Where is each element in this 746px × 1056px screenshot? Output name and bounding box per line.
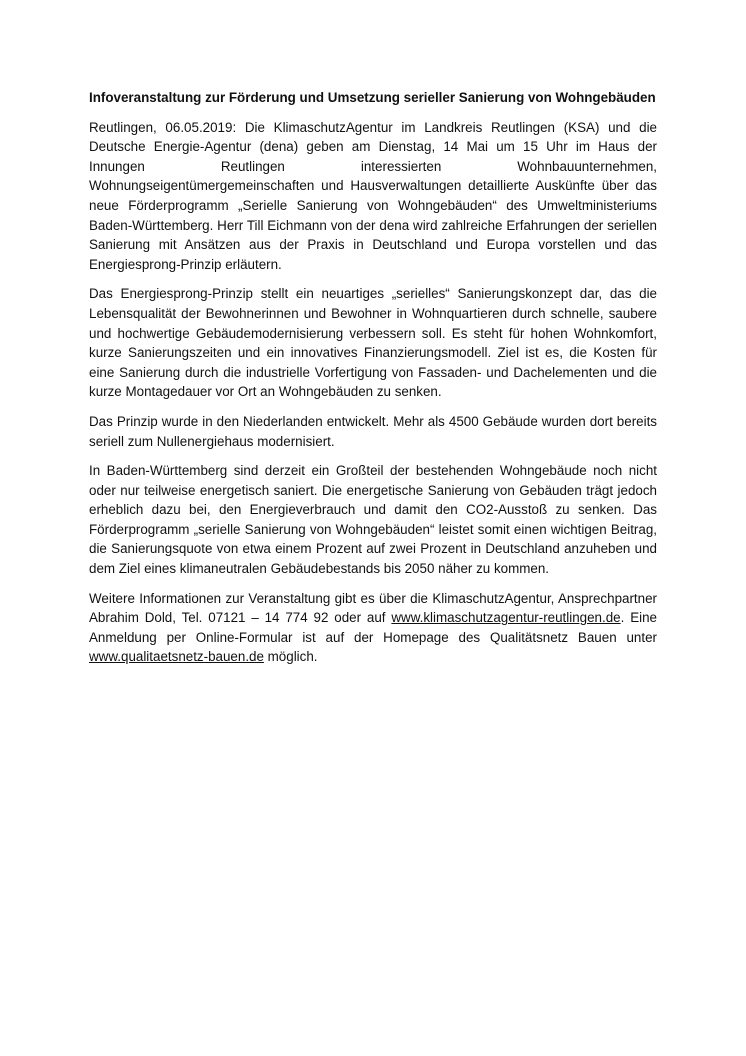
document-page [89, 88, 657, 677]
klimaschutzagentur-link[interactable]: www.klimaschutzagentur-reutlingen.de [391, 610, 621, 626]
paragraph-netherlands: Das Prinzip wurde in den Niederlanden entwickelt. Mehr als 4500 Gebäude wurden dort bereits seriell zum Nullenergiehaus modernisiert. [89, 413, 657, 449]
paragraph-energiesprong: Das Energiesprong-Prinzip stellt ein neuartiges „serielles“ Sanierungskonzept dar, das die Lebensqualität der Bewohnerinnen und Bewohner in Wohnquartieren durch schnelle, saubere und hochwertige Gebäudemodernisierung verbessern soll. Es steht für hohen Wohnkomfort, kurze Sanierungszeiten und ein innovatives Finanzierungsmodell. Ziel ist es, die Kosten für eine Sanierung durch die industrielle Vorfertigung von Fassaden- und Dachelementen und die kurze Montagedauer vor Ort an Wohngebäuden zu senken. [89, 286, 657, 400]
paragraph-baden-wuerttemberg: In Baden-Württemberg sind derzeit ein Großteil der bestehenden Wohngebäude noch nicht oder nur teilweise energetisch saniert. Die energetische Sanierung von Gebäuden trägt jedoch erheblich dazu bei, den Energieverbrauch und damit den CO2-Ausstoß zu senken. Das Förderprogramm „serielle Sanierung von Wohngebäuden“ leistet somit einen wichtigen Beitrag, die Sanierungsquote von etwa einem Prozent auf zwei Prozent in Deutschland anzuheben und dem Ziel eines klimaneutralen Gebäudebestands bis 2050 näher zu kommen. [89, 463, 657, 577]
paragraph-intro: Reutlingen, 06.05.2019: Die KlimaschutzAgentur im Landkreis Reutlingen (KSA) und die Deutsche Energie-Agentur (dena) geben am Dienstag, 14 Mai um 15 Uhr im Haus der Innungen Reutlingen interessierten Wohnbauunternehmen, Wohnungseigentümergemeinschaften und Hausverwaltungen detaillierte Auskünfte über das neue Förderprogramm „Serielle Sanierung von Wohngebäuden“ des Umweltministeriums Baden-Württemberg. Herr Till Eichmann von der dena wird zahlreiche Erfahrungen der seriellen Sanierung mit Ansätzen aus der Praxis in Deutschland und Europa vorstellen und das Energiesprong-Prinzip erläutern. [89, 119, 657, 272]
paragraph-contact [89, 589, 657, 667]
contact-text-1: Weitere Informationen zur Veranstaltung gibt es über die KlimaschutzAgentur, Ansprechpartner Abrahim Dold, Tel. 07121 – 14 774 92 oder auf [89, 590, 657, 626]
contact-text-2: . Eine Anmeldung per Online-Formular ist auf der Homepage des Qualitätsnetz Bauen unter [89, 610, 657, 645]
page-title: Infoveranstaltung zur Förderung und Umsetzung serieller Sanierung von Wohngebäuden [89, 90, 656, 105]
qualitaetsnetz-link[interactable]: www.qualitaetsnetz-bauen.de [89, 649, 264, 665]
contact-text-3: möglich. [263, 649, 318, 665]
